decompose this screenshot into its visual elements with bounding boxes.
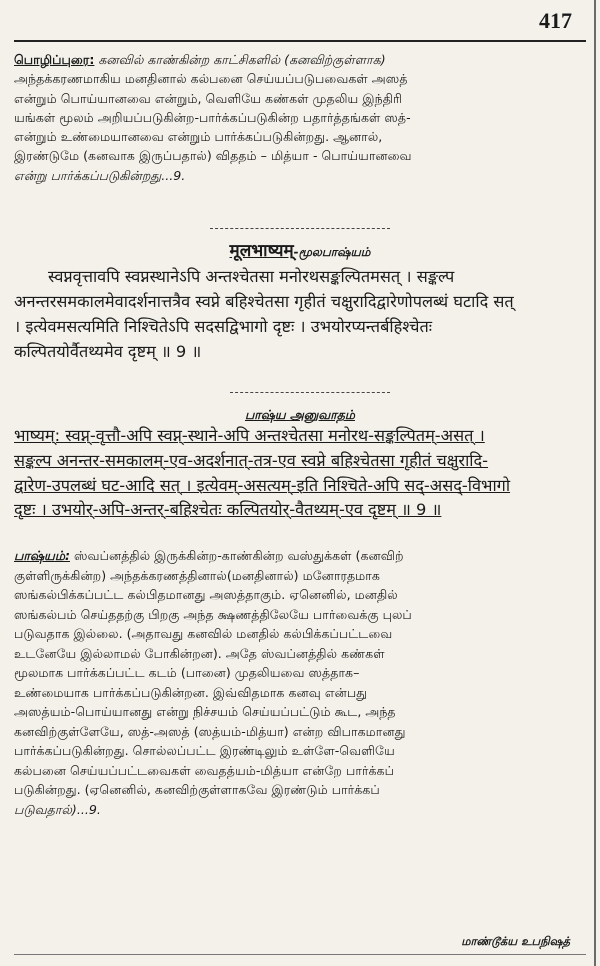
bhashyam-line: படுகின்றது. (ஏனெனில், கனவிற்குள்ளாகவே இரண்டும் பார்க்கப் xyxy=(14,782,380,797)
summary-line: யங்கள் மூலம் அறியப்படுகின்ற-பார்க்கப்படுகின்ற பதார்த்தங்கள் ஸத்- xyxy=(14,109,411,125)
summary-line: இரண்டுமே (கனவாக இருப்பதால்) விததம் – மித்யா - பொய்யானவை xyxy=(14,148,412,164)
sanskrit-line: स्वप्नवृत्तावपि स्वप्नस्थानेऽपि अन्तश्चेतसा मनोरथसङ्कल्पितमसत् । सङ्कल्प xyxy=(48,267,455,286)
page-number: 417 xyxy=(539,8,572,33)
bhashyam-line: உடனேயே இல்லாமல் போகின்றன). அதே ஸ்வப்னத்தில் கண்கள் xyxy=(14,645,385,661)
summary-line: என்றும் பொய்யானவை என்றும், வெளியே கண்கள் முதலிய இந்திரி xyxy=(14,90,403,106)
bhashyam-line: படுவதாக இல்லை. (அதாவது கனவில் மனதில் கல்பிக்கப்பட்டவை xyxy=(14,626,393,641)
anuvadam-title: பாஷ்ய அனுவாதம் xyxy=(245,407,355,422)
bhashyam-line: கனவிற்குள்ளேயே, ஸத்-அஸத் (ஸத்யம்-மித்யா) என்ற விபாகமானது xyxy=(14,723,406,739)
sanskrit-line: कल्पितयोर्वैतथ्यमेव दृष्टम् ॥ 9 ॥ xyxy=(14,342,202,361)
anuvadam-text xyxy=(14,424,578,523)
summary-line: என்றும் உண்மையானவை என்றும் பார்க்கப்படுகின்றது. ஆனால், xyxy=(14,129,383,145)
bhashyam-line: பாஷ்யம்: ஸ்வப்னத்தில் இருக்கின்ற-காண்கின்ற வஸ்துக்கள் (கனவிற் xyxy=(14,548,404,563)
section-separator xyxy=(230,392,390,393)
moolabhashyam-text xyxy=(14,264,578,364)
section-separator xyxy=(210,228,390,229)
footer-rule xyxy=(14,954,586,955)
page-edge-line xyxy=(594,0,596,966)
bhashyam-paragraph xyxy=(14,546,578,819)
bhashyam-line: குள்ளிருக்கின்ற) அந்தக்கரணத்தினால்(மனதினால்) மனோரதமாக xyxy=(14,567,380,583)
sanskrit-split-line: सङ्कल्प अनन्तर-समकालम्-एव-अदर्शनात्-तत्र-एव स्वप्ने बहिश्चेतसा गृहीतं चक्षुरादि- xyxy=(14,450,489,470)
running-footer: மாண்டூக்ய உபநிஷத் xyxy=(461,934,570,948)
header-rule xyxy=(14,40,586,42)
bhashyam-line: கல்பனை செய்யப்பட்டவைகள் வைதத்யம்-மித்யா என்றே பார்க்கப் xyxy=(14,762,394,778)
summary-paragraph xyxy=(14,50,578,185)
moolabhashyam-heading xyxy=(0,238,600,261)
sanskrit-split-line: दृष्टः । उभयोर्-अपि-अन्तर्-बहिश्चेतः कल्पितयोर्-वैतथ्यम्-एव दृष्टम् ॥ 9 ॥ xyxy=(14,500,442,520)
bhashyam-line: உண்மையாக பார்க்கப்படுகின்றன. இவ்விதமாக கனவு என்பது xyxy=(14,684,368,700)
moolabhashyam-title: मूलभाष्यम् xyxy=(229,241,294,261)
anuvadam-heading xyxy=(0,404,600,424)
bhashyam-line: பார்க்கப்படுகின்றது. சொல்லப்பட்ட இரண்டிலும் உள்ளே-வெளியே xyxy=(14,743,395,758)
sanskrit-line: । इत्येवमसत्यमिति निश्चितेऽपि सदसद्विभागो दृष्टः । उभयोरप्यन्तर्बहिश्चेतः xyxy=(14,317,433,336)
sanskrit-line: अनन्तरसमकालमेवादर्शनात्तत्रैव स्वप्ने बहिश्चेतसा गृहीतं चक्षुरादिद्वारेणोपलब्धं घटादि सत् xyxy=(14,292,514,311)
bhashyam-line: ஸங்கல்பிக்கப்பட்ட கல்பிதமானது அஸத்தாகும். ஏனெனில், மனதில் xyxy=(14,587,398,602)
sanskrit-split-line: द्वारेण-उपलब्धं घट-आदि सत् । इत्येवम्-असत्यम्-इति निश्चिते-अपि सद्-असद्-विभागो xyxy=(14,475,511,495)
summary-line: பொழிப்புரை: கனவில் காண்கின்ற காட்சிகளில் (கனவிற்குள்ளாக) xyxy=(14,52,386,67)
bhashyam-label: பாஷ்யம்: xyxy=(14,548,71,563)
summary-line: அந்தக்கரணமாகிய மனதினால் கல்பனை செய்யப்படுபவைகள் அஸத் xyxy=(14,71,408,87)
bhashyam-line: அஸத்யம்-பொய்யானது என்று நிச்சயம் செய்யப்பட்டும் கூட, அந்த xyxy=(14,704,396,719)
summary-label: பொழிப்புரை: xyxy=(14,52,95,67)
summary-line: என்று பார்க்கப்படுகின்றது...9. xyxy=(14,167,186,183)
bhashyam-line: படுவதால்)...9. xyxy=(14,801,101,817)
bhashyam-line: மூலமாக பார்க்கப்பட்ட கடம் (பானை) முதலியவை ஸத்தாக– xyxy=(14,665,360,680)
sanskrit-split-line: भाष्यम्: स्वप्न्-वृत्तौ-अपि स्वप्न्-स्थाने-अपि अन्तश्चेतसा मनोरथ-सङ्कल्पितम्-असत् । xyxy=(14,426,485,445)
bhashyam-line: ஸங்கல்பம் செய்ததற்கு பிறகு அந்த க்ஷணத்திலேயே பார்வைக்கு புலப் xyxy=(14,606,412,622)
moolabhashyam-subtitle: -மூலபாஷ்யம் xyxy=(293,245,371,259)
